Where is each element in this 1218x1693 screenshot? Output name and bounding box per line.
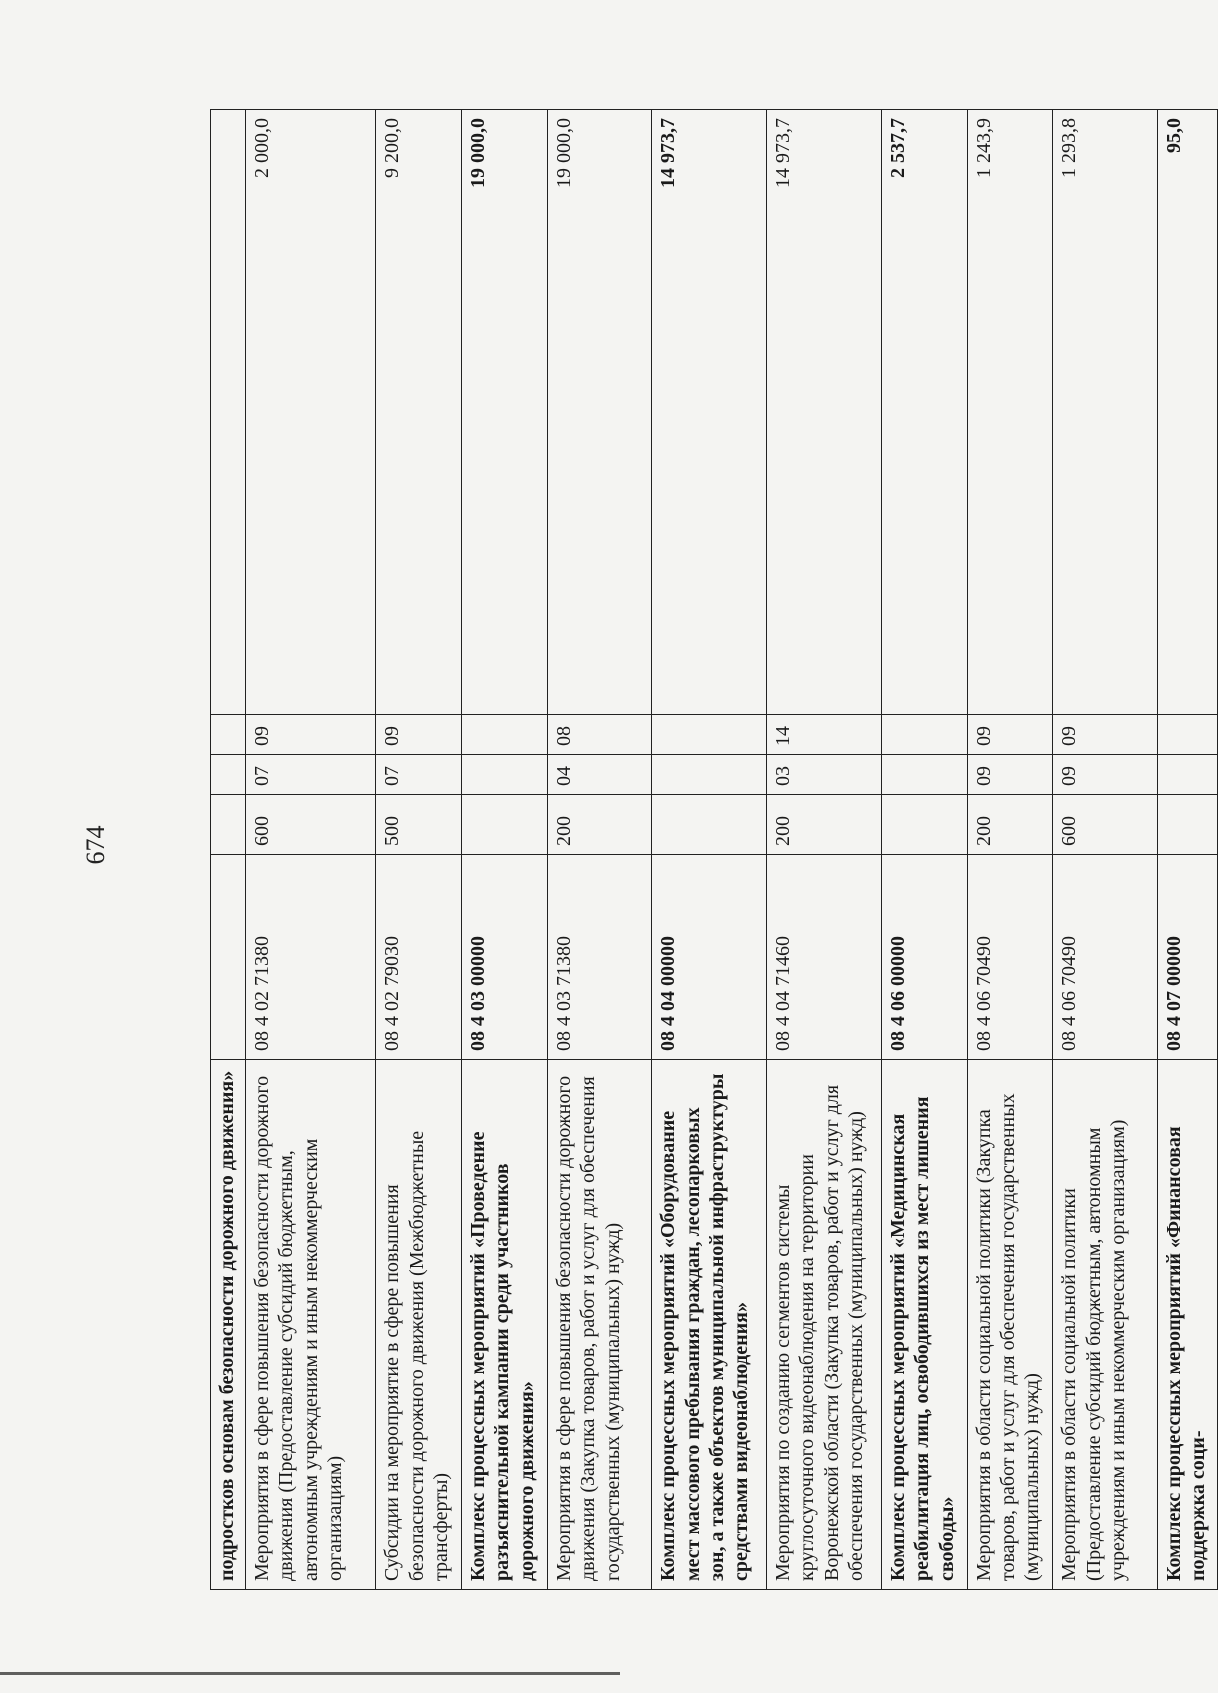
subsection-cell: 09 [1053,715,1157,755]
amount-cell: 2 537,7 [881,110,967,715]
expense-type-cell [652,795,767,855]
section-cell: 09 [967,755,1053,795]
expense-type-cell [1157,795,1217,855]
code-cell: 08 4 06 00000 [881,855,967,1060]
subsection-cell: 14 [766,715,881,755]
amount-cell: 19 000,0 [547,110,651,715]
expense-type-cell: 600 [1053,795,1157,855]
amount-cell: 1 243,9 [967,110,1053,715]
budget-table [210,109,1218,1590]
scan-edge-line [0,1672,620,1675]
table-row [766,110,881,1590]
amount-cell: 2 000,0 [245,110,375,715]
section-cell: 07 [245,755,375,795]
code-cell: 08 4 03 71380 [547,855,651,1060]
table-row [1053,110,1157,1590]
section-cell: 07 [376,755,462,795]
table-row [547,110,651,1590]
name-cell: Субсидии на мероприятие в сфере повышения безопасности дорожного движения (Межбюджетные трансферты) [376,1060,462,1590]
amount-cell [211,110,246,715]
expense-type-cell: 200 [766,795,881,855]
budget-table-body [211,110,1218,1590]
name-cell: Мероприятия в сфере повышения безопасности дорожного движения (Закупка товаров, работ и услуг для обеспечения государственных (муниципальных) нужд) [547,1060,651,1590]
code-cell: 08 4 04 71460 [766,855,881,1060]
code-cell: 08 4 02 79030 [376,855,462,1060]
expense-type-cell [462,795,548,855]
code-cell: 08 4 06 70490 [1053,855,1157,1060]
name-cell: Комплекс процессных мероприятий «Финансовая поддержка соци- [1157,1060,1217,1590]
amount-cell: 19 000,0 [462,110,548,715]
amount-cell: 1 293,8 [1053,110,1157,715]
expense-type-cell: 600 [245,795,375,855]
table-row [967,110,1053,1590]
code-cell [211,855,246,1060]
expense-type-cell [211,795,246,855]
code-cell: 08 4 06 70490 [967,855,1053,1060]
page-number: 674 [81,825,110,865]
name-cell: Мероприятия в области социальной политики (Предоставление субсидий бюджетным, автономным учреждениям и иным некоммерческим организациям) [1053,1060,1157,1590]
name-cell: Мероприятия в области социальной политики (Закупка товаров, работ и услуг для обеспечения государственных (муниципальных) нужд) [967,1060,1053,1590]
subsection-cell: 09 [245,715,375,755]
name-cell: подростков основам безопасности дорожного движения» [211,1060,246,1590]
subsection-cell [211,715,246,755]
expense-type-cell: 200 [547,795,651,855]
amount-cell: 9 200,0 [376,110,462,715]
code-cell: 08 4 07 00000 [1157,855,1217,1060]
name-cell: Комплекс процессных мероприятий «Оборудование мест массового пребывания граждан, лесопарковых зон, а также объектов муниципальной инфраструктуры средствами видеонаблюдения» [652,1060,767,1590]
expense-type-cell: 500 [376,795,462,855]
section-cell: 09 [1053,755,1157,795]
section-cell: 04 [547,755,651,795]
section-cell: 03 [766,755,881,795]
section-cell [211,755,246,795]
subsection-cell [462,715,548,755]
amount-cell: 14 973,7 [652,110,767,715]
table-row-header [462,110,548,1590]
table-row-header [211,110,246,1590]
subsection-cell: 09 [967,715,1053,755]
name-cell: Комплекс процессных мероприятий «Медицинская реабилитация лиц, освободившихся из мест лишения свободы» [881,1060,967,1590]
table-row-header [1157,110,1217,1590]
table-row [245,110,375,1590]
section-cell [881,755,967,795]
amount-cell: 14 973,7 [766,110,881,715]
subsection-cell [881,715,967,755]
subsection-cell: 08 [547,715,651,755]
subsection-cell [1157,715,1217,755]
code-cell: 08 4 03 00000 [462,855,548,1060]
subsection-cell: 09 [376,715,462,755]
section-cell [462,755,548,795]
section-cell [1157,755,1217,795]
code-cell: 08 4 02 71380 [245,855,375,1060]
name-cell: Комплекс процессных мероприятий «Проведение разъяснительной кампании среди участников дорожного движения» [462,1060,548,1590]
expense-type-cell: 200 [967,795,1053,855]
name-cell: Мероприятия в сфере повышения безопасности дорожного движения (Предоставление субсидий бюджетным, автономным учреждениям и иным некоммерческим организациям) [245,1060,375,1590]
budget-table-container [210,110,1218,1590]
name-cell: Мероприятия по созданию сегментов системы круглосуточного видеонаблюдения на территории Воронежской области (Закупка товаров, работ и услуг для обеспечения государственных (муниципальных) нужд) [766,1060,881,1590]
table-row [376,110,462,1590]
section-cell [652,755,767,795]
expense-type-cell [881,795,967,855]
table-row-header [881,110,967,1590]
code-cell: 08 4 04 00000 [652,855,767,1060]
amount-cell: 95,0 [1157,110,1217,715]
table-row-header [652,110,767,1590]
subsection-cell [652,715,767,755]
